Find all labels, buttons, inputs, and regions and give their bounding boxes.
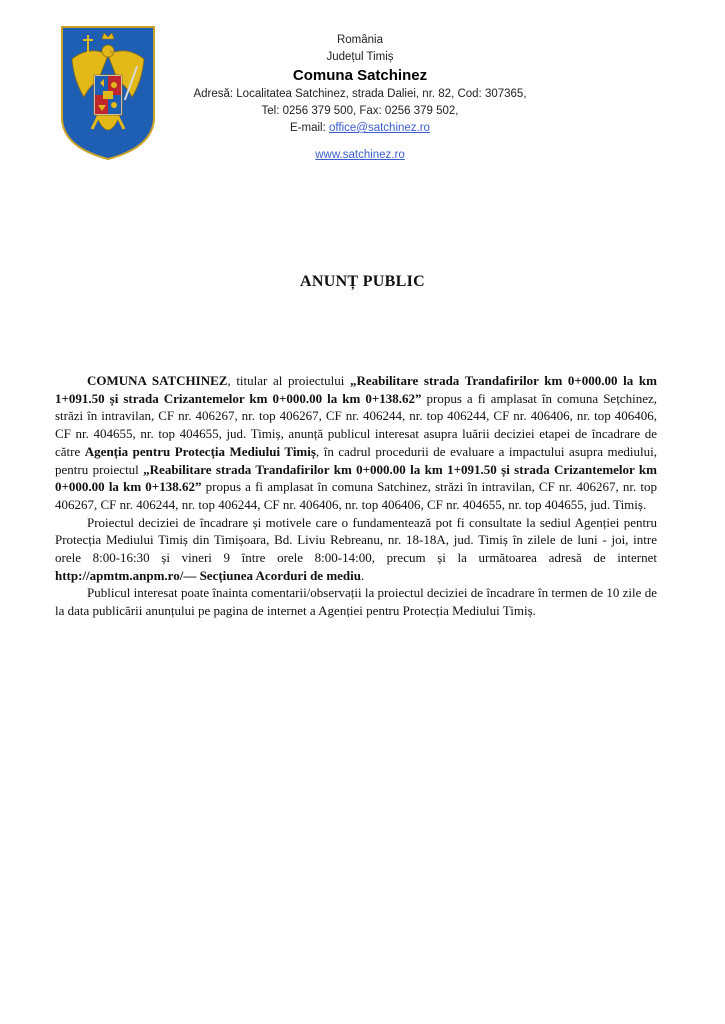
romanian-coat-of-arms-icon (60, 25, 156, 161)
commune-name: Comuna Satchinez (292, 67, 428, 84)
text-span: propus a fi amplasat în comuna Satchinez, străzi în intravilan, CF nr. 406267, nr. top 406267, CF nr. 406244, nr. top 406244, CF nr. 406406, nr. top 406406, CF nr. 404655, nr. top 404655, jud. Timiș. (55, 479, 657, 512)
email-line (150, 120, 570, 137)
paragraph-project-announcement (55, 372, 657, 514)
letterhead (150, 32, 570, 164)
text-span: , titular al proiectului (227, 373, 350, 388)
county-label: Județul Timiș (326, 51, 394, 63)
holder-name: COMUNA SATCHINEZ (87, 373, 228, 388)
website-link[interactable]: www.satchinez.ro (315, 149, 405, 161)
project-name-repeat: „Reabilitare strada Trandafirilor km 0+000.00 la km 1+091.50 și strada Crizantemelor km 0+000.00 la km 0+138.62” (55, 461, 657, 495)
address-line: Adresă: Localitatea Satchinez, strada Daliei, nr. 82, Cod: 307365, (193, 88, 527, 100)
email-link[interactable]: office@satchinez.ro (329, 122, 430, 134)
email-label: E-mail: (290, 122, 329, 134)
paragraph-comments: Publicul interesat poate înainta comentarii/observații la proiectul deciziei de încadrare în termen de 10 zile de la data publicării anunțului pe pagina de internet a Agenției pentru Protecția Mediului Timiș. (55, 585, 657, 619)
paragraph-consultation (55, 514, 657, 585)
announcement-body (55, 372, 657, 620)
website-line (150, 147, 570, 164)
country-label: România (336, 34, 384, 46)
project-name: „Reabilitare strada Trandafirilor km 0+000.00 la km 1+091.50 și strada Crizantemelor km 0+000.00 la km 0+138.62” (55, 373, 657, 406)
phone-fax-line: Tel: 0256 379 500, Fax: 0256 379 502, (261, 105, 459, 117)
text-span: . (361, 567, 365, 583)
agency-name: Agenția pentru Protecția Mediului Timiș (84, 443, 316, 459)
page-title: ANUNȚ PUBLIC (300, 273, 425, 290)
agency-web-link[interactable]: http://apmtm.anpm.ro/— Secțiunea Acorduri de mediu (55, 567, 361, 583)
text-span: , în cadrul procedurii de evaluare a impactului asupra mediului, pentru proiectul (55, 443, 657, 477)
text-span: Proiectul deciziei de încadrare și motivele care o fundamentează pot fi consultate la sediul Agenției pentru Protecția Mediului Timiș din Timișoara, Bd. Liviu Rebreanu, nr. 18-18A, jud. Timiș în zilele de luni - joi, intre orele 8:00-16:30 și vineri 9 între orele 8:00-14:00, precum și la următoarea adresă de internet (55, 514, 657, 566)
text-span: propus a fi amplasat în comuna Sețchinez, străzi în intravilan, CF nr. 406267, nr. top 406267, CF nr. 406244, nr. top 406244, CF nr. 406406, nr. top 406406, CF nr. 404655, nr. top 404655, jud. Timiș, anunță publicul interesat asupra luării deciziei etapei de încadrare de către (55, 390, 657, 459)
